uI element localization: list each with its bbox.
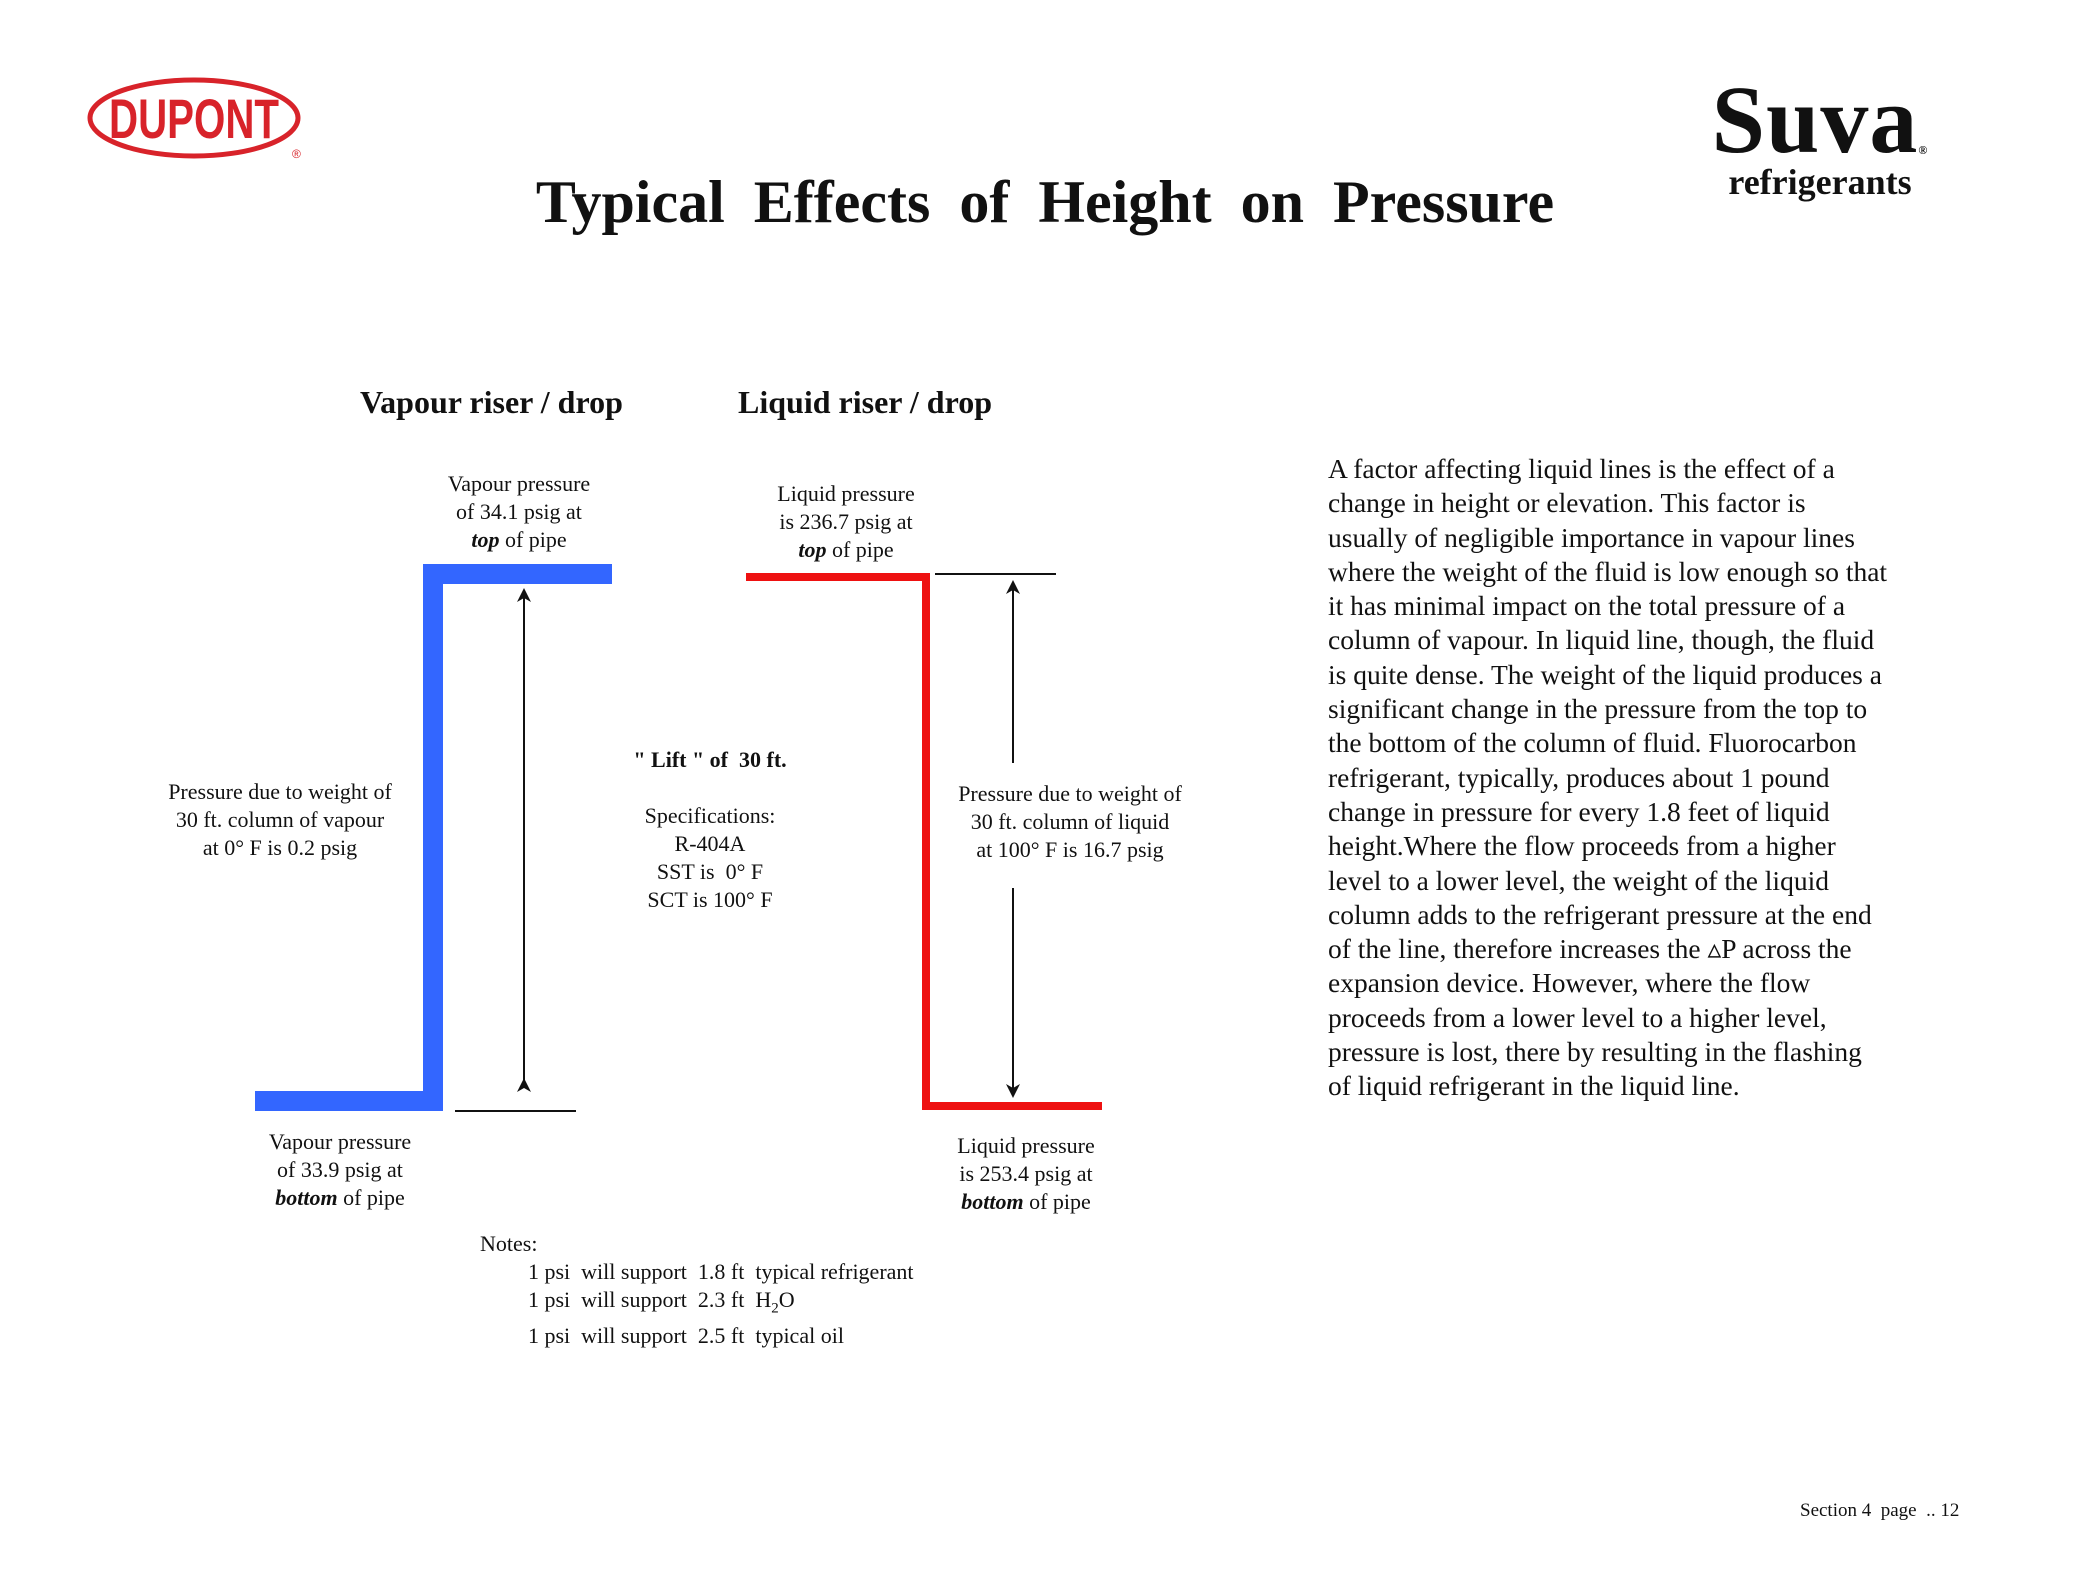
explanation-paragraph: A factor affecting liquid lines is the effect of a change in height or elevation. This factor is usually of negligible importance in vapour lines where the weight of the fluid is low enough so that it has minimal impact on the total pressure of a column of vapour. In liquid line, though, the fluid is quite dense. The weight of the liquid produces a significant change in the pressure from the top to the bottom of the column of fluid. Fluorocarbon refrigerant, typically, produces about 1 pound change in pressure for every 1.8 feet of liquid height.Where the flow proceeds from a higher level to a lower level, the weight of the liquid column adds to the refrigerant pressure at the end of the line, therefore increases the ▵P across the expansion device. However, where the flow proceeds from a lower level to a higher level, pressure is lost, there by resulting in the flashing of liquid refrigerant in the liquid line. (1328, 453, 1888, 1102)
notes-block (480, 1230, 914, 1350)
liquid-bottom-label-line3 (906, 1188, 1146, 1216)
notes-title: Notes: (480, 1231, 538, 1256)
vapour-bottom-emphasis: bottom (275, 1185, 338, 1210)
vapour-weight-label-line3: at 0° F is 0.2 psig (202, 835, 358, 860)
note-line-1: 1 psi will support 1.8 ft typical refrigerant (528, 1259, 914, 1284)
liquid-top-emphasis: top (798, 537, 827, 562)
vapour-bottom-label-line3 (220, 1184, 460, 1212)
lift-label: " Lift " of 30 ft. (633, 747, 787, 772)
liquid-top-label (726, 480, 966, 564)
dupont-registered-mark: ® (292, 147, 301, 161)
suva-subtitle: refrigerants (1728, 162, 1912, 202)
liquid-bottom-rest: of pipe (1023, 1189, 1091, 1214)
vapour-weight-label-line2: 30 ft. column of vapour (175, 807, 385, 832)
spec-sct: SCT is 100° F (647, 887, 773, 912)
liquid-top-label-line1: Liquid pressure (777, 481, 915, 506)
liquid-header: Liquid riser / drop (738, 384, 992, 420)
liquid-top-label-line3 (726, 536, 966, 564)
vapour-top-label-line1: Vapour pressure (447, 471, 591, 496)
note-line-2 (480, 1286, 914, 1322)
spec-refrigerant: R-404A (674, 831, 746, 856)
note-line-2-suffix: O (778, 1287, 795, 1312)
liquid-bottom-emphasis: bottom (961, 1189, 1024, 1214)
liquid-bottom-label (906, 1132, 1146, 1216)
vapour-top-emphasis: top (471, 527, 500, 552)
spec-title: Specifications: (644, 803, 776, 828)
suva-word: Suva (1711, 66, 1919, 173)
vapour-weight-label-line1: Pressure due to weight of (168, 779, 392, 804)
liquid-bottom-label-line2: is 253.4 psig at (959, 1161, 1093, 1186)
specifications-block (590, 746, 830, 914)
note-line-2-text: 1 psi will support 2.3 ft H (528, 1287, 772, 1312)
vapour-top-label (399, 470, 639, 554)
vapour-bottom-label-line1: Vapour pressure (268, 1129, 412, 1154)
vapour-top-label-line2: of 34.1 psig at (456, 499, 582, 524)
vapour-top-rest: of pipe (499, 527, 567, 552)
liquid-weight-label-line3: at 100° F is 16.7 psig (976, 837, 1164, 862)
spec-sst: SST is 0° F (656, 859, 764, 884)
vapour-bottom-label (220, 1128, 460, 1212)
vapour-header: Vapour riser / drop (360, 384, 623, 420)
page-footer: Section 4 page .. 12 (1800, 1500, 1960, 1521)
liquid-weight-label (930, 780, 1210, 864)
dupont-logo-text: DUPONT (109, 87, 279, 150)
liquid-bottom-label-line1: Liquid pressure (957, 1133, 1095, 1158)
liquid-top-label-line2: is 236.7 psig at (779, 509, 913, 534)
vapour-bottom-rest: of pipe (337, 1185, 405, 1210)
vapour-bottom-label-line2: of 33.9 psig at (277, 1157, 403, 1182)
liquid-top-rest: of pipe (826, 537, 894, 562)
suva-registered-mark: ® (1918, 143, 1929, 157)
vapour-top-label-line3 (399, 526, 639, 554)
page-title: Typical Effects of Height on Pressure (535, 169, 1555, 235)
liquid-weight-label-line2: 30 ft. column of liquid (970, 809, 1170, 834)
vapour-weight-label (140, 778, 420, 862)
liquid-weight-label-line1: Pressure due to weight of (958, 781, 1182, 806)
note-line-3: 1 psi will support 2.5 ft typical oil (528, 1323, 844, 1349)
note-line-2-subscript: 2 (771, 1300, 779, 1317)
